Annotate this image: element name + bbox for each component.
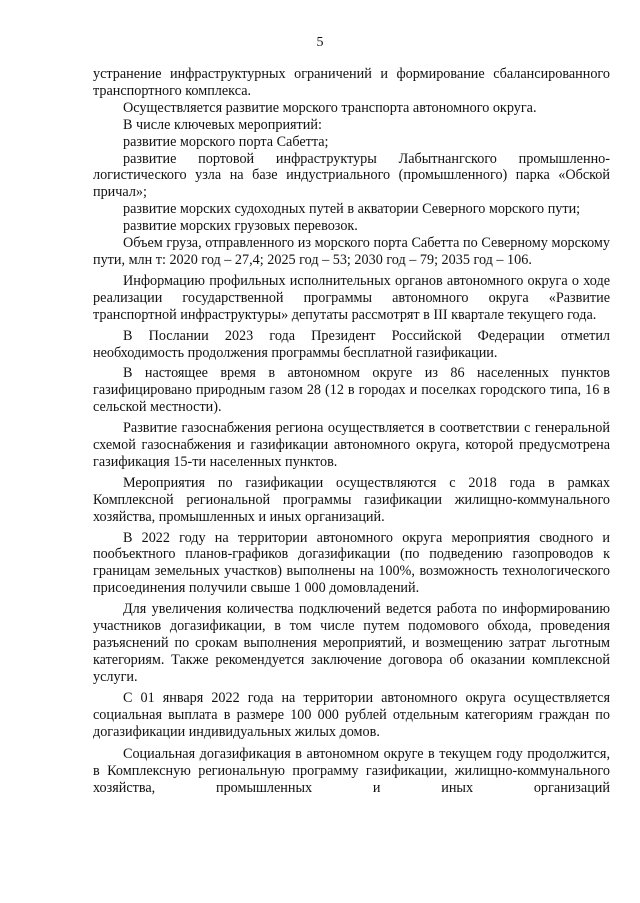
paragraph-gas-supply-scheme: Развитие газоснабжения региона осуществляется в соответствии с генеральной схемой газоснабжения и газификации автономного округа, которой предусмотрена газификация 15-ти населенных пунктов.	[93, 420, 610, 470]
paragraph-2022-results: В 2022 году на территории автономного округа мероприятия сводного и пообъектного планов-графиков догазификации (по подведению газопроводов к границам земельных участков) выполнены на 100%, возможность технологического присоединения получили свыше 1 000 домовладений.	[93, 529, 610, 597]
paragraph-president-message: В Послании 2023 года Президент Российской Федерации отметил необходимость продолжения программы бесплатной газификации.	[93, 327, 610, 361]
paragraph-social-gasification: Социальная догазификация в автономном округе в текущем году продолжится, в Комплексную региональную программу газификации, жилищно-коммунального хозяйства, промышленных и иных организаций	[93, 746, 610, 797]
paragraph-key-measures: В числе ключевых мероприятий:	[123, 116, 322, 133]
paragraph-connections: Для увеличения количества подключений ведется работа по информированию участников догазификации, в том числе путем подомового обхода, проведения разъяснений по срокам выполнения мероприятий, и возмещению затрат льготным категориям. Также рекомендуется заключение договора об оказании комплексной услуги.	[93, 601, 610, 685]
list-item-cargo-transport: развитие морских грузовых перевозок.	[123, 218, 358, 235]
paragraph-gasification-program: Мероприятия по газификации осуществляются с 2018 года в рамках Комплексной региональной программы газификации жилищно-коммунального хозяйства, промышленных и иных организаций.	[93, 474, 610, 525]
paragraph-sea-transport: Осуществляется развитие морского транспорта автономного округа.	[123, 99, 537, 116]
paragraph-program-review: Информацию профильных исполнительных органов автономного округа о ходе реализации государственной программы автономного округа «Развитие транспортной инфраструктуры» депутаты рассмотрят в III квартале текущего года.	[93, 272, 610, 323]
paragraph-social-payment: С 01 января 2022 года на территории автономного округа осуществляется социальная выплата в размере 100 000 рублей отдельным категориям граждан по догазификации индивидуальных жилых домов.	[93, 689, 610, 740]
paragraph-gasified-settlements: В настоящее время в автономном округе из 86 населенных пунктов газифицировано природным газом 28 (12 в городах и поселках городского типа, 16 в сельской местности).	[93, 365, 610, 416]
list-item-sabetta-port: развитие морского порта Сабетта;	[123, 133, 329, 150]
document-body	[93, 66, 610, 797]
paragraph-transport-complex: устранение инфраструктурных ограничений и формирование сбалансированного транспортного комплекса.	[93, 66, 610, 99]
list-item-northern-sea-route: развитие морских судоходных путей в акватории Северного морского пути;	[123, 201, 581, 218]
paragraph-cargo-volume: Объем груза, отправленного из морского порта Сабетта по Северному морскому пути, млн т: 2020 год – 27,4; 2025 год – 53; 2030 год – 79; 2035 год – 106.	[93, 235, 610, 268]
page-number: 5	[316, 35, 324, 50]
list-item-labytnangi-hub: развитие портовой инфраструктуры Лабытнангского промышленно-логистического узла на базе индустриального (промышленного) парка «Обской причал»;	[93, 150, 610, 201]
